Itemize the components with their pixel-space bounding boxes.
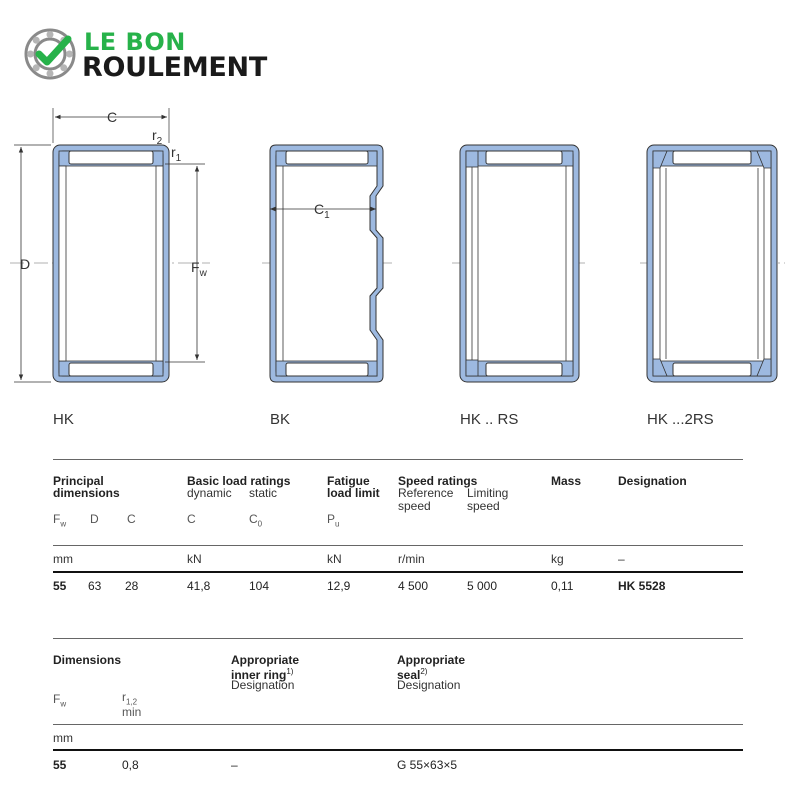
cell-designation: HK 5528 xyxy=(618,579,666,593)
drawing-hk xyxy=(10,108,210,382)
cell-mass: 0,11 xyxy=(551,579,574,593)
label-d: D xyxy=(20,256,31,272)
symbol-r12-min: $r_{1,2}$ min xyxy=(122,690,142,720)
symbol-c-dynamic: C xyxy=(187,512,196,526)
label-fw: $F_w$ xyxy=(191,259,207,279)
table1-thick-rule xyxy=(53,571,743,573)
cell-c: 28 xyxy=(125,579,139,593)
symbol-pu: $P_u$ xyxy=(327,512,340,529)
bearing-check-icon xyxy=(24,28,78,82)
cell-limiting-speed: 5 000 xyxy=(467,579,498,593)
cell-d: 63 xyxy=(88,579,102,593)
drawing-bk xyxy=(262,145,392,382)
symbol-fw-2: $F_w$ xyxy=(53,692,67,709)
header-inner-ring-designation: Designation xyxy=(231,678,295,692)
header-limiting-speed: Limiting speed xyxy=(467,486,509,513)
header-inner-ring-line1: Appropriate xyxy=(231,653,300,667)
header-static: static xyxy=(249,486,278,500)
label-r2: $r_2$ xyxy=(152,127,163,147)
bearing-drawings xyxy=(0,100,800,400)
cell-reference-speed: 4 500 xyxy=(398,579,429,593)
caption-hk-2rs: HK ...2RS xyxy=(647,411,714,428)
label-c: C xyxy=(106,109,118,125)
table2-mid-rule xyxy=(53,724,743,725)
caption-hk-rs: HK .. RS xyxy=(460,411,519,428)
cell-r-min: 0,8 xyxy=(122,758,139,772)
cell-c-dynamic: 41,8 xyxy=(187,579,211,593)
header-seal-line1: Appropriate xyxy=(397,653,466,667)
table2-top-rule xyxy=(53,638,743,639)
unit-designation: – xyxy=(618,552,625,566)
cell-c0: 104 xyxy=(249,579,270,593)
label-r1: $r_1$ xyxy=(171,144,182,164)
logo-line-2: ROULEMENT xyxy=(82,52,267,83)
header-seal-line2: seal$^{2)}$ xyxy=(397,667,428,682)
caption-hk: HK xyxy=(53,411,74,428)
cell-pu: 12,9 xyxy=(327,579,351,593)
header-basic-load-ratings: Basic load ratings xyxy=(187,474,291,488)
caption-bk: BK xyxy=(270,411,291,428)
unit-kn-fatigue: kN xyxy=(327,552,342,566)
header-designation: Designation xyxy=(618,474,687,488)
brand-logo xyxy=(24,26,304,86)
header-dimensions: Dimensions xyxy=(53,653,122,667)
table1-top-rule xyxy=(53,459,743,460)
header-speed-ratings: Speed ratings xyxy=(398,474,478,488)
drawing-hk-rs xyxy=(452,145,585,382)
header-reference-speed: Reference speed xyxy=(398,486,454,513)
header-seal-designation: Designation xyxy=(397,678,461,692)
unit-kg: kg xyxy=(551,552,564,566)
table2-thick-rule xyxy=(53,749,743,751)
logo-line-1: LE BON xyxy=(84,28,186,56)
symbol-c: C xyxy=(127,512,136,526)
cell-seal: G 55×63×5 xyxy=(397,758,458,772)
cell-inner-ring: – xyxy=(231,758,238,772)
header-inner-ring-line2: inner ring$^{1)}$ xyxy=(231,667,294,682)
header-dynamic: dynamic xyxy=(187,486,232,500)
header-principal-dimensions: Principal dimensions xyxy=(53,474,120,500)
unit-mm-2: mm xyxy=(53,731,73,745)
header-mass: Mass xyxy=(551,474,582,488)
symbol-fw: $F_w$ xyxy=(53,512,67,529)
header-fatigue-load-limit: Fatigue load limit xyxy=(327,474,380,500)
symbol-c0: $C_0$ xyxy=(249,512,263,529)
symbol-d: D xyxy=(90,512,99,526)
unit-kn-load: kN xyxy=(187,552,202,566)
unit-mm: mm xyxy=(53,552,73,566)
cell-fw: 55 xyxy=(53,579,67,593)
drawing-hk-2rs xyxy=(640,145,785,382)
label-c1: $C_1$ xyxy=(314,201,330,221)
table1-mid-rule xyxy=(53,545,743,546)
cell-fw-2: 55 xyxy=(53,758,67,772)
unit-rpm: r/min xyxy=(398,552,425,566)
